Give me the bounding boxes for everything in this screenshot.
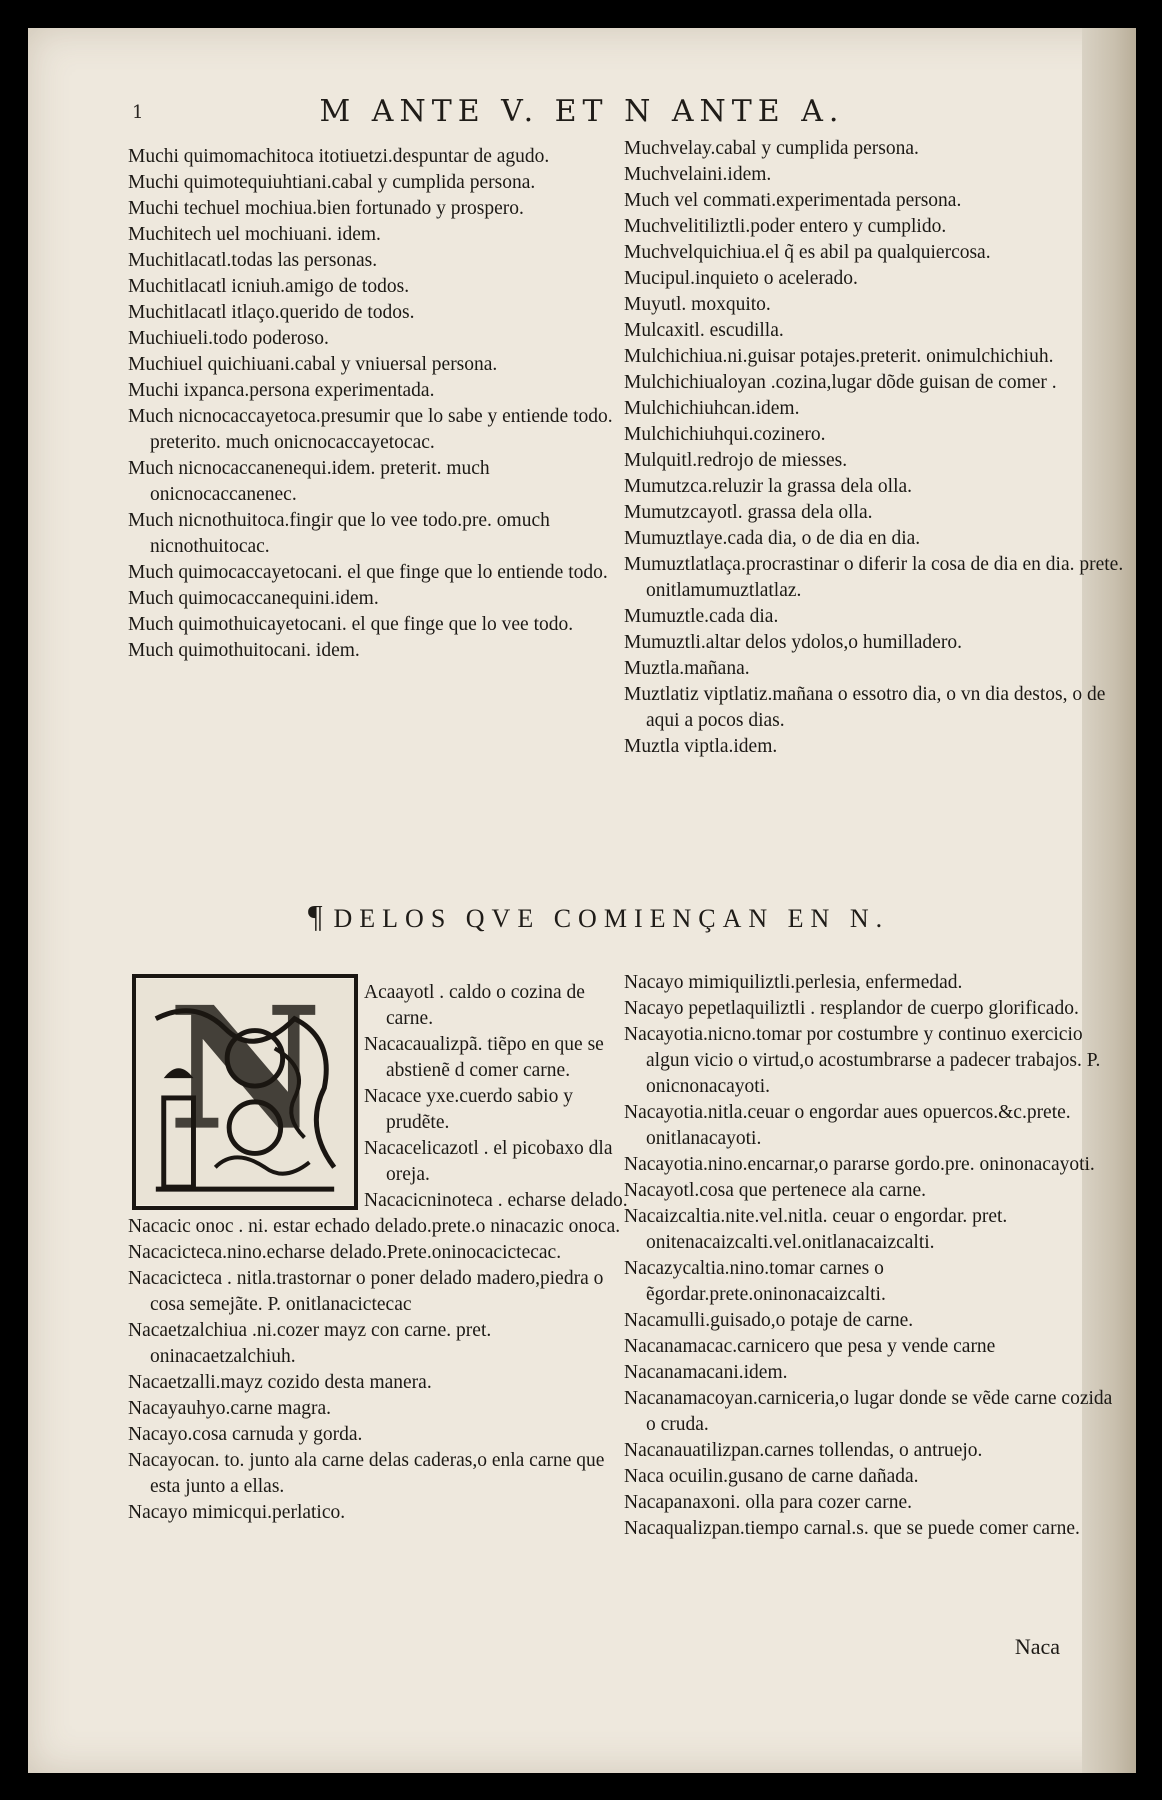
- bottom-right-column: [624, 970, 1124, 1542]
- dictionary-entry: Nacayotia.nitla.ceuar o engordar aues opuercos.&c.prete. onitlanacayoti.: [624, 1102, 1071, 1149]
- dictionary-entry: Nacapanaxoni. olla para cozer carne.: [624, 1492, 912, 1513]
- dictionary-entry: Nacanamacoyan.carniceria,o lugar donde se vẽde carne cozida o cruda.: [624, 1388, 1113, 1435]
- dictionary-entry: Mulchichiualoyan .cozina,lugar dõde guisan de comer .: [624, 372, 1057, 393]
- dictionary-entry: Muchvelay.cabal y cumplida persona.: [624, 138, 919, 159]
- dictionary-entry: Muchi quimotequiuhtiani.cabal y cumplida persona.: [128, 172, 536, 193]
- dictionary-entry: Mulchichiuhcan.idem.: [624, 398, 800, 419]
- dictionary-entry: Nacaetzalli.mayz cozido desta manera.: [128, 1372, 432, 1393]
- dictionary-entry: Nacayauhyo.carne magra.: [128, 1398, 332, 1419]
- dictionary-entry: Much quimocaccanequini.idem.: [128, 588, 379, 609]
- dictionary-entry: Nacacelicazotl . el picobaxo dla oreja.: [364, 1138, 613, 1185]
- initial-letter: N: [168, 978, 322, 1168]
- dictionary-entry: Nacacicninoteca . echarse delado.: [364, 1190, 628, 1211]
- dictionary-entry: Mulchichiuhqui.cozinero.: [624, 424, 826, 445]
- dictionary-entry: Nacaetzalchiua .ni.cozer mayz con carne. pret. oninacaetzalchiuh.: [128, 1320, 492, 1367]
- dictionary-entry: Mumutzcayotl. grassa dela olla.: [624, 502, 873, 523]
- dictionary-entry: Muyutl. moxquito.: [624, 294, 771, 315]
- dictionary-entry: Nacayo mimiquiliztli.perlesia, enfermedad.: [624, 972, 963, 993]
- dictionary-entry: Nacayotia.nino.encarnar,o pararse gordo.pre. oninonacayoti.: [624, 1154, 1095, 1175]
- dictionary-entry: Nacacic onoc . ni. estar echado delado.prete.o ninacazic onoca.: [128, 1216, 621, 1237]
- dictionary-entry: Mumuztlatlaça.procrastinar o diferir la cosa de dia en dia. prete. onitlamumuztlatlaz.: [624, 554, 1124, 601]
- top-left-column: [128, 144, 628, 664]
- folio-number: 1: [132, 102, 144, 123]
- running-head: M ANTE V. ET N ANTE A.: [319, 94, 845, 129]
- dictionary-entry: Muztla viptla.idem.: [624, 736, 778, 757]
- dictionary-entry: Mulchichiua.ni.guisar potajes.preterit. onimulchichiuh.: [624, 346, 1054, 367]
- pilcrow-icon: ¶: [308, 898, 330, 934]
- dictionary-entry: Muchi quimomachitoca itotiuetzi.despuntar de agudo.: [128, 146, 550, 167]
- dictionary-entry: Mulcaxitl. escudilla.: [624, 320, 784, 341]
- dictionary-entry: Nacacicteca . nitla.trastornar o poner delado madero,piedra o cosa semejãte. P. onitlanacictecac: [128, 1268, 604, 1315]
- top-right-column: [624, 136, 1124, 760]
- section-heading-text: DELOS QVE COMIENÇAN EN N.: [333, 904, 890, 933]
- dictionary-entry: Nacayocan. to. junto ala carne delas caderas,o enla carne que esta junto a ellas.: [128, 1450, 605, 1497]
- dictionary-entry: Mumutzca.reluzir la grassa dela olla.: [624, 476, 913, 497]
- dictionary-entry: Naca ocuilin.gusano de carne dañada.: [624, 1466, 919, 1487]
- dictionary-entry: Nacamulli.guisado,o potaje de carne.: [624, 1310, 914, 1331]
- dictionary-entry: Muchiuel quichiuani.cabal y vniuersal persona.: [128, 354, 498, 375]
- dictionary-entry: Muchitlacatl.todas las personas.: [128, 250, 378, 271]
- dictionary-entry: Much nicnocaccanenequi.idem. preterit. much onicnocaccanenec.: [128, 458, 490, 505]
- dictionary-entry: Nacacicteca.nino.echarse delado.Prete.oninocacictecac.: [128, 1242, 562, 1263]
- dictionary-entry: Nacaqualizpan.tiempo carnal.s. que se puede comer carne.: [624, 1518, 1080, 1539]
- dictionary-entry: Nacayo mimicqui.perlatico.: [128, 1502, 346, 1523]
- dictionary-entry: Much quimothuitocani. idem.: [128, 640, 360, 661]
- book-page: [28, 28, 1136, 1773]
- dictionary-entry: Muchvelitiliztli.poder entero y cumplido.: [624, 216, 947, 237]
- dictionary-entry: Muchitlacatl itlaço.querido de todos.: [128, 302, 415, 323]
- dictionary-entry: Nacacaualizpã. tiẽpo en que se abstienẽ d comer carne.: [364, 1034, 604, 1081]
- dictionary-entry: Nacanauatilizpan.carnes tollendas, o antruejo.: [624, 1440, 983, 1461]
- dictionary-entry: Mumuztlaye.cada dia, o de dia en dia.: [624, 528, 921, 549]
- dictionary-entry: Much vel commati.experimentada persona.: [624, 190, 962, 211]
- dictionary-entry: Nacayotl.cosa que pertenece ala carne.: [624, 1180, 927, 1201]
- dictionary-entry: Muchi ixpanca.persona experimentada.: [128, 380, 435, 401]
- section-heading: [308, 898, 889, 935]
- dictionary-entry: Mucipul.inquieto o acelerado.: [624, 268, 858, 289]
- dictionary-entry: Acaayotl . caldo o cozina de carne.: [364, 982, 585, 1029]
- dictionary-entry: Much quimothuicayetocani. el que finge que lo vee todo.: [128, 614, 574, 635]
- dictionary-entry: Nacayotia.nicno.tomar por costumbre y continuo exercicio algun vicio o virtud,o acostumbrarse a padecer trabajos. P. onicnonacayoti.: [624, 1024, 1101, 1097]
- dictionary-entry: Nacayo.cosa carnuda y gorda.: [128, 1424, 363, 1445]
- dictionary-entry: Much nicnothuitoca.fingir que lo vee todo.pre. omuch nicnothuitocac.: [128, 510, 550, 557]
- dictionary-entry: Nacanamacani.idem.: [624, 1362, 788, 1383]
- dictionary-entry: Nacace yxe.cuerdo sabio y prudẽte.: [364, 1086, 573, 1133]
- dictionary-entry: Muztlatiz viptlatiz.mañana o essotro dia, o vn dia destos, o de aqui a pocos dias.: [624, 684, 1106, 731]
- dictionary-entry: Nacanamacac.carnicero que pesa y vende carne: [624, 1336, 996, 1357]
- dictionary-entry: Much quimocaccayetocani. el que finge que lo entiende todo.: [128, 562, 608, 583]
- dictionary-entry: Muchiueli.todo poderoso.: [128, 328, 329, 349]
- dictionary-entry: Muchitech uel mochiuani. idem.: [128, 224, 381, 245]
- dictionary-entry: Muchvelaini.idem.: [624, 164, 772, 185]
- dictionary-entry: Mumuztle.cada dia.: [624, 606, 779, 627]
- dictionary-entry: Muchi techuel mochiua.bien fortunado y prospero.: [128, 198, 524, 219]
- dictionary-entry: Muchvelquichiua.el q̃ es abil pa qualquiercosa.: [624, 242, 991, 263]
- dictionary-entry: Nacazycaltia.nino.tomar carnes o ẽgordar.prete.oninonacaizcalti.: [624, 1258, 886, 1305]
- dictionary-entry: Mumuztli.altar delos ydolos,o humilladero.: [624, 632, 962, 653]
- dictionary-entry: Nacayo pepetlaquiliztli . resplandor de cuerpo glorificado.: [624, 998, 1079, 1019]
- bottom-left-column: [128, 980, 628, 1526]
- dictionary-entry: Nacaizcaltia.nite.vel.nitla. ceuar o engordar. pret. onitenacaizcalti.vel.onitlanacaizcalti.: [624, 1206, 1008, 1253]
- dictionary-entry: Mulquitl.redrojo de miesses.: [624, 450, 848, 471]
- dictionary-entry: Muchitlacatl icniuh.amigo de todos.: [128, 276, 410, 297]
- dictionary-entry: Muztla.mañana.: [624, 658, 750, 679]
- dictionary-entry: Much nicnocaccayetoca.presumir que lo sabe y entiende todo. preterito. much onicnocaccayetocac.: [128, 406, 613, 453]
- catchword: Naca: [1014, 1634, 1060, 1659]
